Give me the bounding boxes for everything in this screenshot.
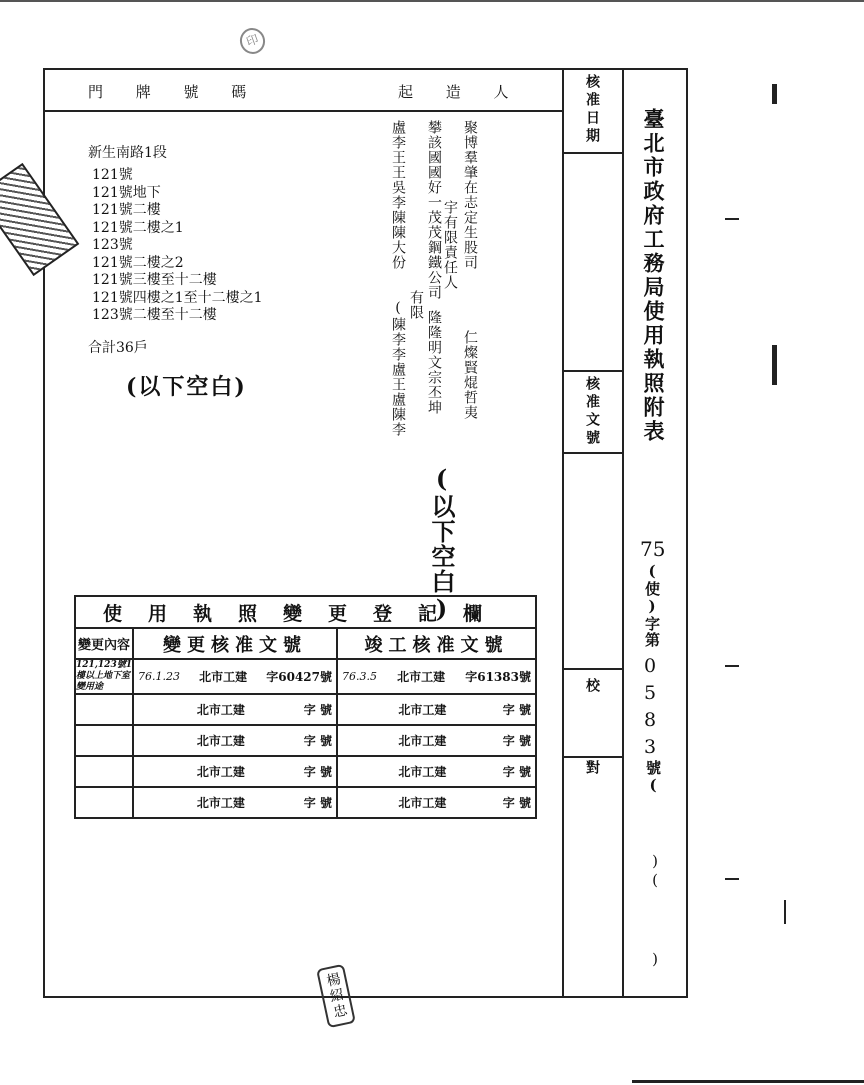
address-blank-note: (以下空白): [126, 374, 247, 400]
comp-org: 北市工建: [398, 703, 447, 717]
address-line: 121號: [92, 167, 133, 183]
change-content-cell: [75, 694, 133, 725]
margin-mark: [784, 900, 786, 924]
comp-org: 北市工建: [398, 796, 447, 810]
margin-mark: [725, 218, 739, 220]
builder-column: 仁燦賢焜哲夷: [462, 330, 478, 420]
table-row: [75, 694, 536, 725]
proofread-label: 校 對: [584, 678, 600, 800]
col-change-approval: 變更核准文號: [133, 628, 337, 659]
table-row: [75, 787, 536, 818]
comp-word: 字 號: [502, 703, 531, 717]
builder-column: (陳李李盧王盧陳李: [390, 300, 406, 437]
change-approval-cell: [133, 787, 337, 818]
address-list: [92, 167, 263, 325]
completion-approval-cell: [337, 787, 536, 818]
table-row: [75, 725, 536, 756]
change-content-cell: [75, 787, 133, 818]
builder-column: 隆隆明文宗丕坤: [426, 310, 442, 415]
completion-approval-cell: [337, 756, 536, 787]
title-paren-1: )(: [646, 852, 664, 890]
comp-org: 北市工建: [398, 765, 447, 779]
right-panel-divider-right: [622, 68, 624, 998]
change-word: 字 號: [303, 703, 332, 717]
margin-mark: [725, 665, 739, 667]
table-row: [75, 659, 536, 694]
change-word: 字 號: [303, 765, 332, 779]
change-approval-cell: [133, 756, 337, 787]
margin-mark: [772, 345, 777, 385]
doc-box-divider-bottom: [562, 452, 622, 454]
address-line: 123號二樓至十二樓: [92, 307, 217, 323]
document-title: 臺北市政府工務局使用執照附表: [641, 108, 666, 444]
header-divider: [43, 110, 563, 112]
change-approval-cell: [133, 725, 337, 756]
comp-org: 北市工建: [398, 734, 447, 748]
change-content-cell: [75, 725, 133, 756]
change-word: 字 號: [303, 734, 332, 748]
builder-column: 攀該國國好一茂茂鋼鐵公司: [426, 120, 442, 300]
title-suffix: 號(: [644, 760, 662, 795]
change-word: 字 號: [303, 796, 332, 810]
completion-approval-cell: [337, 725, 536, 756]
seal-stamp-bottom: 楊紹忠: [316, 964, 356, 1029]
address-line: 121號二樓之2: [92, 254, 184, 271]
title-year: 75: [640, 537, 666, 561]
right-panel-divider-left: [562, 68, 564, 998]
comp-word: 字 號: [502, 796, 531, 810]
approval-date-label: 核准日期: [584, 74, 600, 146]
comp-word: 字61383號: [465, 670, 531, 684]
address-line: 121號四樓之1至十二樓之1: [92, 289, 263, 306]
address-line: 121號二樓: [92, 202, 161, 218]
change-approval-cell: [133, 659, 337, 694]
change-content-cell: [75, 756, 133, 787]
change-org: 北市工建: [196, 703, 245, 717]
completion-approval-cell: [337, 694, 536, 725]
comp-org: 北市工建: [397, 670, 446, 684]
comp-word: 字 號: [502, 765, 531, 779]
change-registry-table: [74, 595, 537, 819]
address-column-header: 門 牌 號 碼: [88, 83, 261, 101]
table-row: [75, 756, 536, 787]
builder-column-header: 起 造 人: [398, 83, 523, 101]
scan-top-edge: [0, 0, 864, 2]
builder-column: 有限: [408, 290, 424, 320]
change-word: 字60427號: [266, 670, 332, 684]
title-word-type: (使)字第: [643, 562, 661, 648]
address-line: 121號二樓之1: [92, 219, 184, 236]
change-content-cell: 121,123號1樓以上地下室變用途: [76, 660, 132, 692]
address-line: 123號: [92, 237, 133, 253]
date-box-divider: [562, 152, 622, 154]
address-total: 合計36戶: [88, 340, 148, 356]
builder-column: 聚博羣肇在志定生股司: [462, 120, 478, 270]
builder-column: 宇有限責任人: [442, 200, 458, 290]
road-name: 新生南路1段: [88, 145, 167, 161]
builder-blank-note: (以下空白): [427, 464, 456, 624]
change-org: 北市工建: [199, 670, 248, 684]
approval-doc-label: 核准文號: [584, 376, 600, 448]
doc-box-divider-top: [562, 370, 622, 372]
change-org: 北市工建: [196, 765, 245, 779]
change-approval-cell: [133, 694, 337, 725]
seal-stamp-top: 印: [236, 25, 268, 58]
col-completion-approval: 竣工核准文號: [337, 628, 536, 659]
completion-approval-cell: [337, 659, 536, 694]
builder-column: 盧李王王吳李陳陳大份: [390, 120, 406, 270]
margin-mark: [772, 84, 777, 104]
margin-mark: [632, 1080, 864, 1083]
comp-date: 76.3.5: [342, 670, 377, 683]
change-org: 北市工建: [196, 796, 245, 810]
change-org: 北市工建: [196, 734, 245, 748]
registry-title: 使用執照變更登記欄: [75, 596, 536, 628]
title-paren-2: ): [646, 950, 664, 969]
change-date: 76.1.23: [138, 670, 180, 683]
address-line: 121號地下: [92, 184, 161, 201]
col-change-content: 變更內容: [75, 628, 133, 659]
proof-box-divider-top: [562, 668, 622, 670]
comp-word: 字 號: [502, 734, 531, 748]
title-number: 0583: [639, 655, 661, 763]
margin-mark: [725, 878, 739, 880]
address-line: 121號三樓至十二樓: [92, 272, 217, 288]
